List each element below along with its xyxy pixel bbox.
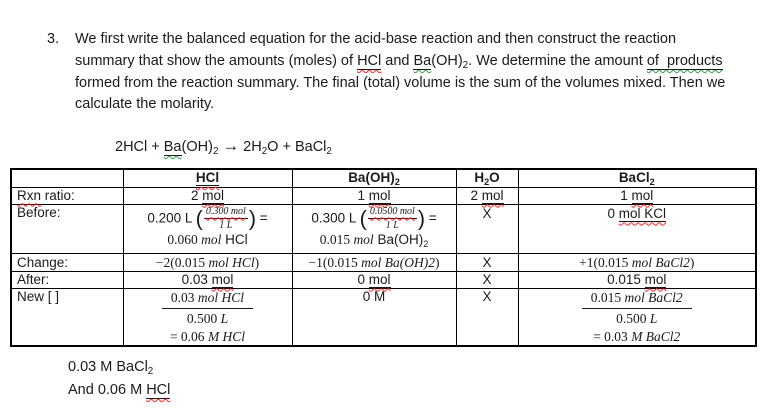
answer-line-hcl: And 0.06 M HCl — [68, 382, 171, 398]
cell-change-h2o: X — [456, 253, 518, 271]
problem-text-line: We first write the balanced equation for the acid-base reaction and then construct the reaction — [75, 31, 677, 47]
cell-rxn-baoh2: 1 mol — [292, 187, 456, 204]
fraction: $\frac{\text{0.015 mol BaCl2}}{0.500 L}$ — [582, 289, 692, 329]
header-baoh2: $Ba(OH)_2$ — [292, 169, 456, 187]
cell-rxn-bacl2: 1 mol — [518, 187, 756, 204]
cell-after-hcl: 0.03 mol — [123, 271, 292, 288]
table-row-before — [11, 204, 756, 253]
row-label-rxn-ratio: Rxn ratio: — [11, 187, 123, 204]
table-row-new-concentration — [11, 288, 756, 346]
header-h2o: $H_2O$ — [456, 169, 518, 187]
row-label-new: New [ ] — [11, 288, 123, 346]
answer-summary — [68, 356, 170, 402]
cell-before-h2o: X — [456, 204, 518, 253]
header-corner-cell — [11, 169, 123, 187]
table-row-change — [11, 253, 756, 271]
fraction: $\frac{\text{0.0500 mol}}{1 L}$ — [369, 205, 415, 231]
balanced-equation: $2HCl + Ba(OH)_2 \to 2H_2O$ + BaCl$_2$ — [115, 136, 332, 157]
cell-before-baoh2: 0.300 L ( $\frac{\text{0.0500 mol}}{1 L}$ ) = 0.015 mol $Ba(OH)_2$ — [292, 204, 456, 253]
cell-after-bacl2: 0.015 mol — [518, 271, 756, 288]
cell-before-hcl: 0.200 L ( $\frac{\text{0.300 mol}}{1 L}$ ) = 0.060 mol HCl — [123, 204, 292, 253]
row-label-after: After: — [11, 271, 123, 288]
cell-new-baoh2: 0 M — [292, 288, 456, 346]
cell-rxn-hcl: 2 mol — [123, 187, 292, 204]
table-row-rxn-ratio — [11, 187, 756, 204]
cell-change-hcl: −2(0.015 mol HCl) — [123, 253, 292, 271]
problem-text — [75, 29, 727, 116]
header-bacl2: BaCl$_2$ — [518, 169, 756, 187]
fraction: $\frac{\text{0.03 mol HCl}}{0.500 L}$ — [162, 289, 253, 329]
cell-rxn-h2o: 2 mol — [456, 187, 518, 204]
fraction: $\frac{\text{0.300 mol}}{1 L}$ — [205, 205, 246, 231]
cell-change-bacl2: +1(0.015 mol BaCl2) — [518, 253, 756, 271]
cell-after-h2o: X — [456, 271, 518, 288]
cell-new-hcl: $\frac{\text{0.03 mol HCl}}{0.500 L}$ = 0.06 M HCl — [123, 288, 292, 346]
row-label-change: Change: — [11, 253, 123, 271]
cell-new-bacl2: $\frac{\text{0.015 mol BaCl2}}{0.500 L}$ = 0.03 M BaCl2 — [518, 288, 756, 346]
answer-line-bacl2: 0.03 M BaCl$_2$ — [68, 359, 154, 377]
cell-change-baoh2: −1(0.015 mol Ba(OH)2) — [292, 253, 456, 271]
problem-text-line: formed from the reaction summary. The final (total) volume is the sum of the volumes mixed. Then we — [75, 74, 726, 91]
table-row-after — [11, 271, 756, 288]
cell-before-bacl2: 0 mol KCl — [518, 204, 756, 253]
cell-after-baoh2: 0 mol — [292, 271, 456, 288]
problem-text-line: summary that show the amounts (moles) of HCl and $Ba(OH)_2$. We determine the amount of products — [75, 52, 723, 71]
table-header-row — [11, 169, 756, 187]
problem-number: 3. — [47, 31, 60, 47]
row-label-before: Before: — [11, 204, 123, 253]
problem-statement — [47, 29, 727, 116]
cell-new-h2o: X — [456, 288, 518, 346]
reaction-summary-table — [10, 168, 757, 347]
problem-text-line: calculate the molarity. — [75, 96, 215, 113]
header-hcl: HCl — [123, 169, 292, 187]
